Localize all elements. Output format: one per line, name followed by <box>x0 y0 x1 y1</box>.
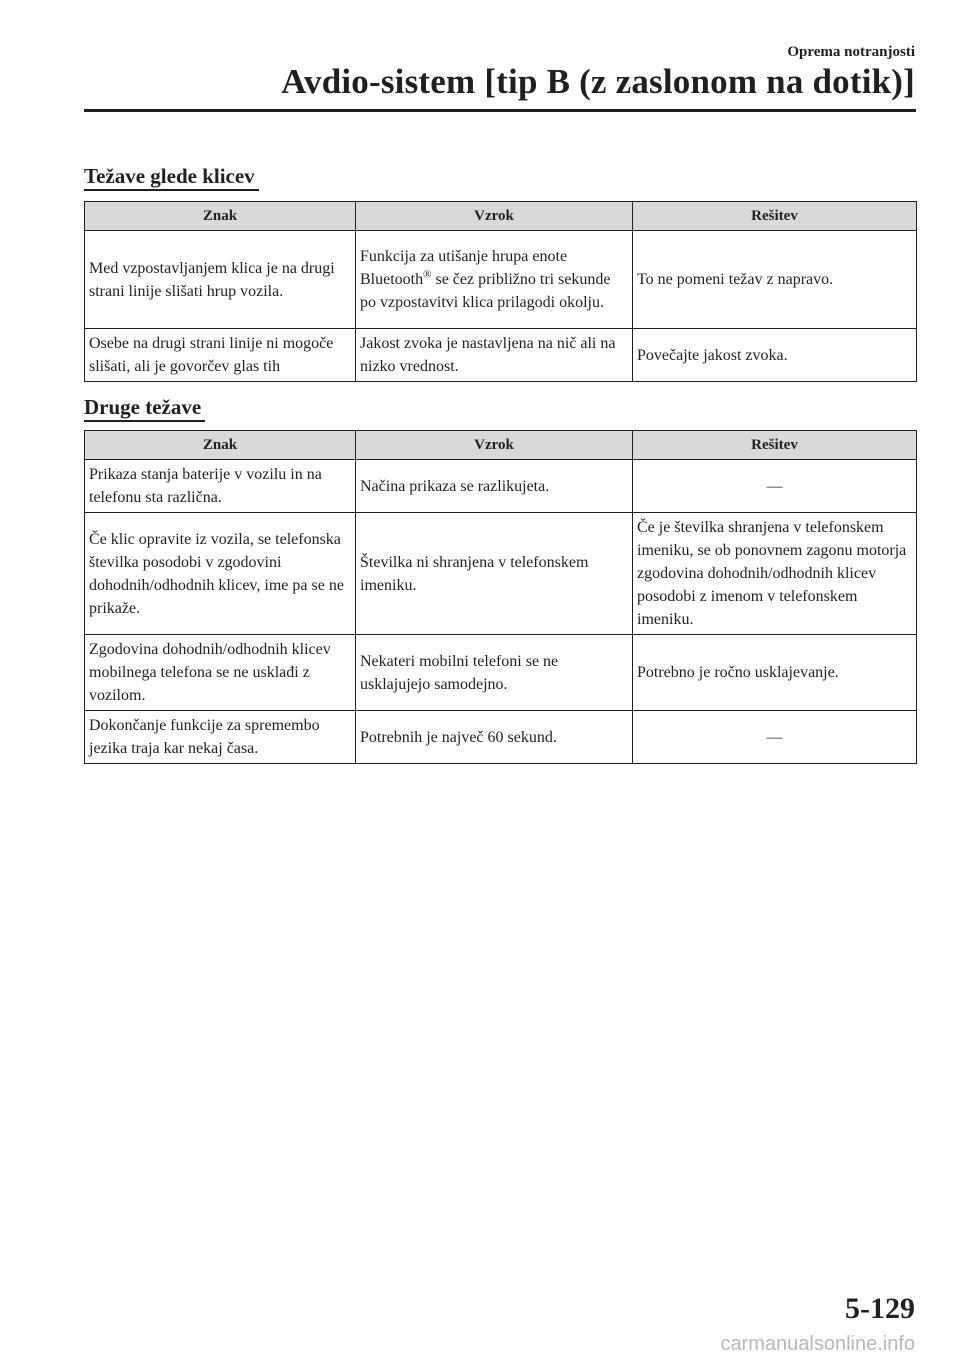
column-header-vzrok: Vzrok <box>356 431 633 460</box>
cell-resitev: — <box>633 460 917 513</box>
cell-resitev: To ne pomeni težav z napravo. <box>633 231 917 329</box>
section-heading-call-issues: Težave glede klicev <box>84 164 259 191</box>
section-label: Oprema notranjosti <box>787 44 915 60</box>
cell-vzrok: Jakost zvoka je nastavljena na nič ali na nizko vrednost. <box>356 329 633 382</box>
column-header-znak: Znak <box>85 431 356 460</box>
page-number: 5-129 <box>845 1292 915 1325</box>
registered-mark: ® <box>423 268 432 281</box>
cell-znak: Zgodovina dohodnih/odhodnih klicev mobilnega telefona se ne usklađi z vozilom. <box>85 635 356 711</box>
cell-resitev: Če je številka shranjena v telefonskem imeniku, se ob ponovnem zagonu motorja zgodovina dohodnih/odhodnih klicev posodobi z imenom v telefonskem imeniku. <box>633 513 917 635</box>
cell-vzrok: Potrebnih je največ 60 sekund. <box>356 711 633 764</box>
header-rule <box>84 109 916 112</box>
column-header-resitev: Rešitev <box>633 431 917 460</box>
watermark: carmanualsonline.info <box>720 1333 915 1355</box>
table-header-row <box>85 202 917 231</box>
cell-znak: Dokončanje funkcije za spremembo jezika traja kar nekaj časa. <box>85 711 356 764</box>
table-row <box>85 711 917 764</box>
table-row <box>85 460 917 513</box>
cell-znak: Če klic opravite iz vozila, se telefonska številka posodobi v zgodovini dohodnih/odhodnih klicev, ime pa se ne prikaže. <box>85 513 356 635</box>
cell-znak: Prikaza stanja baterije v vozilu in na telefonu sta različna. <box>85 460 356 513</box>
other-issues-table <box>84 430 917 764</box>
table-row <box>85 513 917 635</box>
cell-resitev: — <box>633 711 917 764</box>
column-header-resitev: Rešitev <box>633 202 917 231</box>
cell-znak: Med vzpostavljanjem klica je na drugi strani linije slišati hrup vozila. <box>85 231 356 329</box>
column-header-vzrok: Vzrok <box>356 202 633 231</box>
cell-znak: Osebe na drugi strani linije ni mogoče slišati, ali je govorčev glas tih <box>85 329 356 382</box>
cell-vzrok-text-a: Funkcija za utišanje hrupa enote Bluetooth <box>360 248 568 288</box>
cell-vzrok: Nekateri mobilni telefoni se ne usklajujejo samodejno. <box>356 635 633 711</box>
table-row <box>85 231 917 329</box>
table-row <box>85 635 917 711</box>
cell-vzrok <box>356 231 633 329</box>
cell-vzrok: Številka ni shranjena v telefonskem imeniku. <box>356 513 633 635</box>
chapter-title: Avdio-sistem [tip B (z zaslonom na dotik)] <box>281 62 915 101</box>
call-issues-table <box>84 201 917 382</box>
cell-resitev: Potrebno je ročno usklajevanje. <box>633 635 917 711</box>
cell-vzrok-text-b: se čez približno tri sekunde po vzpostavitvi klica prilagodi okolju. <box>360 271 611 311</box>
table-header-row <box>85 431 917 460</box>
section-heading-other-issues: Druge težave <box>84 395 205 422</box>
cell-vzrok: Načina prikaza se razlikujeta. <box>356 460 633 513</box>
table-row <box>85 329 917 382</box>
cell-resitev: Povečajte jakost zvoka. <box>633 329 917 382</box>
column-header-znak: Znak <box>85 202 356 231</box>
